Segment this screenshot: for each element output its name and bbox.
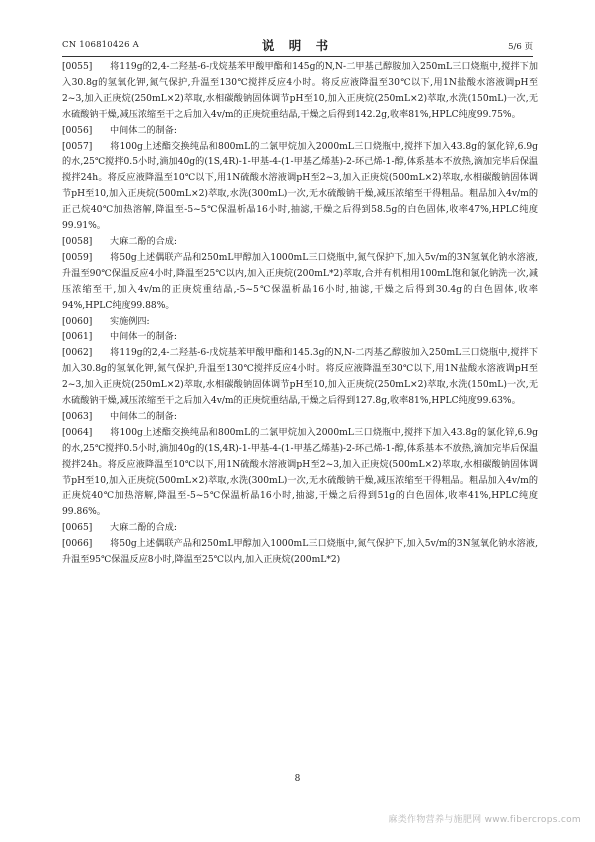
paragraph-number: [0061]	[62, 332, 93, 343]
paragraph-text: 将100g上述酯交换纯品和800mL的二氯甲烷加入2000mL三口烧瓶中,搅拌下加入43.8g的氯化锌,6.9g的水,25℃搅拌0.5小时,滴加40g的(1S,4R)-1-甲基-4-(1-甲基乙烯基)-2-环己烯-1-醇,体系基本不放热,滴加完毕后保温搅拌24h。将反应液降温至10℃以下,用1N硫酸水溶液调pH至2~3,加入正庚烷(500mL×2)萃取,水相碳酸钠固体调节pH至10,加入正庚烷(500mL×2)萃取,水洗(300mL)一次,无水硫酸钠干燥,减压浓缩至干得粗品。粗品加入4v/m的正庚烷40℃加热溶解,降温至-5~5℃保温析晶16小时,抽滤,干燥之后得到51g的白色固体,收率41%,HPLC纯度99.86%。	[62, 427, 538, 518]
page-info: 5/6 页	[508, 42, 533, 52]
paragraph-text: 将119g的2,4-二羟基-6-戊烷基苯甲酸甲酯和145g的N,N-二甲基己醇胺加入250mL三口烧瓶中,搅拌下加入30.8g的氢氧化钾,氮气保护,升温至130℃搅拌反应4小时。将反应液降温至30℃以下,用1N盐酸水溶液调pH至2~3,加入正庚烷(250mL×2)萃取,水相碳酸钠固体调节pH至10,加入正庚烷(250mL×2)萃取,水洗(150mL)一次,无水硫酸钠干燥,减压浓缩至干之后加入4v/m的正庚烷重结晶,干燥之后得到142.2g,收率81%,HPLC纯度99.75%。	[62, 62, 538, 120]
paragraph	[62, 346, 538, 410]
site-watermark: 麻类作物营养与施肥网 www.fibercrops.com	[388, 815, 581, 825]
paragraph	[62, 410, 538, 426]
paragraph	[62, 426, 538, 521]
paragraph-text: 将100g上述酯交换纯品和800mL的二氯甲烷加入2000mL三口烧瓶中,搅拌下加入43.8g的氯化锌,6.9g的水,25℃搅拌0.5小时,滴加40g的(1S,4R)-1-甲基-4-(1-甲基乙烯基)-2-环己烯-1-醇,体系基本不放热,滴加完毕后保温搅拌24h。将反应液降温至10℃以下,用1N硫酸水溶液调pH至2~3,加入正庚烷(500mL×2)萃取,水相碳酸钠固体调节pH至10,加入正庚烷(500mL×2)萃取,水洗(300mL)一次,无水硫酸钠干燥,减压浓缩至干得粗品。粗品加入4v/m的正己烷40℃加热溶解,降温至-5~5℃保温析晶16小时,抽滤,干燥之后得到58.5g的白色固体,收率47%,HPLC纯度99.91%。	[62, 141, 538, 232]
paragraph-number: [0056]	[62, 125, 93, 136]
paragraph-text: 中间体二的制备:	[110, 125, 177, 136]
paragraph	[62, 251, 538, 315]
patent-number: CN 106810426 A	[62, 40, 139, 50]
paragraph-number: [0062]	[62, 348, 93, 359]
paragraph-number: [0064]	[62, 427, 93, 438]
paragraph-number: [0059]	[62, 252, 93, 263]
paragraph-number: [0058]	[62, 236, 93, 247]
document-body	[62, 60, 538, 569]
paragraph-text: 大麻二酚的合成:	[110, 523, 177, 534]
paragraph-number: [0065]	[62, 523, 93, 534]
paragraph	[62, 537, 538, 569]
page-number: 8	[294, 774, 301, 784]
page-header	[62, 36, 533, 57]
paragraph	[62, 140, 538, 235]
paragraph-text: 中间体一的制备:	[110, 332, 177, 343]
paragraph	[62, 235, 538, 251]
paragraph-number: [0055]	[62, 62, 93, 72]
paragraph-number: [0066]	[62, 539, 93, 550]
paragraph-number: [0060]	[62, 316, 93, 327]
paragraph-text: 中间体二的制备:	[110, 411, 177, 422]
paragraph	[62, 315, 538, 331]
paragraph-text: 将119g的2,4-二羟基-6-戊烷基苯甲酸甲酯和145.3g的N,N-二丙基乙醇胺加入250mL三口烧瓶中,搅拌下加入30.8g的氢氧化钾,氮气保护,升温至130℃搅拌反应4小时。将反应液降温至30℃以下,用1N盐酸水溶液调pH至2~3,加入正庚烷(250mL×2)萃取,水相碳酸钠固体调节pH至10,加入正庚烷(250mL×2)萃取,水洗(150mL)一次,无水硫酸钠干燥,减压浓缩至干之后加入4v/m的正庚烷重结晶,干燥之后得到127.8g,收率81%,HPLC纯度99.63%。	[62, 348, 538, 407]
document-title: 说 明 书	[261, 38, 334, 53]
paragraph-number: [0057]	[62, 141, 93, 152]
paragraph	[62, 124, 538, 140]
paragraph	[62, 60, 538, 124]
paragraph-number: [0063]	[62, 411, 93, 422]
paragraph-text: 将50g上述偶联产品和250mL甲醇加入1000mL三口烧瓶中,氮气保护下,加入5v/m的3N氢氧化钠水溶液,升温至90℃保温反应4小时,降温至25℃以内,加入正庚烷(200mL*2)萃取,合并有机相用100mL饱和氯化钠洗一次,减压浓缩至干,加入4v/m的正庚烷重结晶,-5~5℃保温析晶16小时,抽滤,干燥之后得到30.4g的白色固体,收率94%,HPLC纯度99.88%。	[62, 252, 538, 311]
paragraph-text: 实施例四:	[110, 316, 150, 327]
paragraph	[62, 521, 538, 537]
paragraph-text: 将50g上述偶联产品和250mL甲醇加入1000mL三口烧瓶中,氮气保护下,加入5v/m的3N氢氧化钠水溶液,升温至95℃保温反应8小时,降温至25℃以内,加入正庚烷(200mL*2)	[62, 539, 538, 566]
paragraph-text: 大麻二酚的合成:	[110, 236, 177, 247]
paragraph	[62, 330, 538, 346]
